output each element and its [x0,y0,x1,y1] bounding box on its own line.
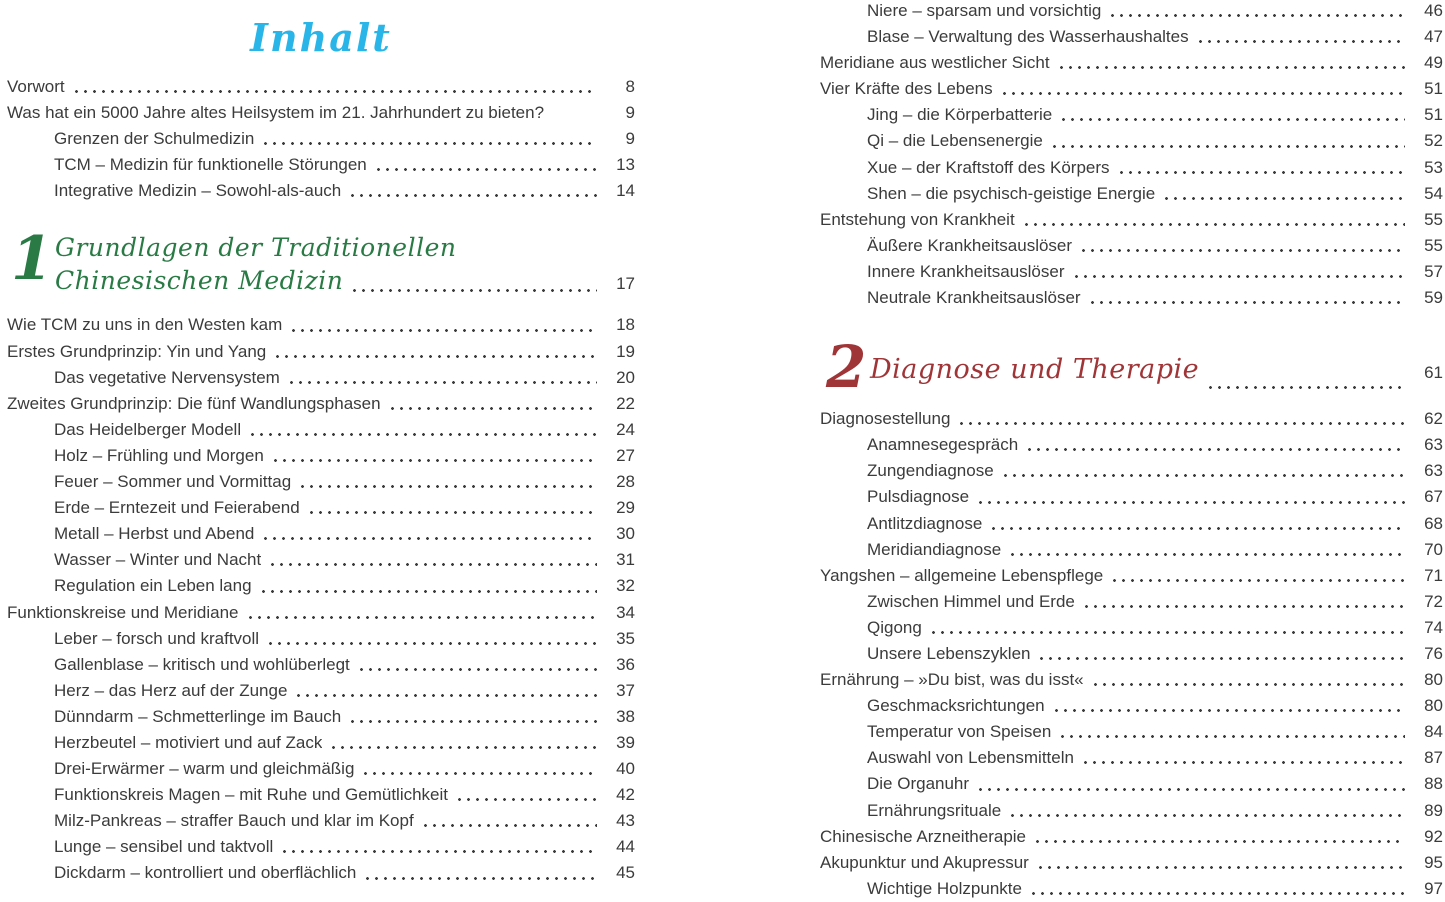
entry-page-number: 14 [616,181,635,201]
entry-label: Entstehung von Krankheit [820,209,1015,229]
entry-label: Was hat ein 5000 Jahre altes Heilsystem im 21. Jahrhundert zu bieten? [7,103,545,123]
toc-entry [820,181,1443,207]
toc-entry [820,128,1443,154]
toc-entry [820,693,1443,719]
entry-page-number: 47 [1424,27,1443,47]
entry-page-number: 9 [625,129,635,149]
dot-leader [1053,145,1405,149]
toc-entry [820,285,1443,311]
entry-label: Milz-Pankreas – straffer Bauch und klar im Kopf [54,811,414,831]
entry-page-number: 76 [1424,643,1443,663]
dot-leader [458,798,597,802]
dot-leader [377,168,597,172]
entry-label: Ernährung – »Du bist, was du isst« [820,670,1084,690]
entry-page-number: 9 [625,103,635,123]
entry-label: Herzbeutel – motiviert und auf Zack [54,732,323,752]
dot-leader [960,422,1405,426]
toc-entry [820,0,1443,24]
toc-entry [7,178,635,204]
entry-label: Zungendiagnose [867,461,994,481]
chapter-1-title-line2: Chinesischen Medizin [55,266,344,296]
entry-label: Lunge – sensibel und taktvoll [54,837,274,857]
dot-leader [301,485,597,489]
dot-leader [75,90,597,94]
toc-entry [7,126,635,152]
entry-page-number: 18 [616,315,635,335]
chapter-1-heading [7,224,635,300]
dot-leader [1060,66,1405,70]
dot-leader [1036,840,1405,844]
dot-leader [332,746,597,750]
entry-page-number: 31 [616,550,635,570]
entry-label: Funktionskreis Magen – mit Ruhe und Gemütlichkeit [54,785,449,805]
entry-page-number: 55 [1424,209,1443,229]
chapter-2-page-number: 61 [1424,363,1443,383]
toc-entry [820,615,1443,641]
entry-page-number: 39 [616,732,635,752]
dot-leader [1084,761,1405,765]
dot-leader [353,289,597,293]
toc-entry [820,50,1443,76]
dot-leader [932,631,1405,635]
entry-page-number: 95 [1424,852,1443,872]
dot-leader [1075,275,1405,279]
entry-page-number: 80 [1424,696,1443,716]
entry-label: Anamnesegespräch [867,435,1019,455]
entry-label: Diagnosestellung [820,409,951,429]
dot-leader [292,329,597,333]
toc-entry [7,547,635,573]
chapter-1-number: 1 [11,224,53,295]
entry-page-number: 13 [616,155,635,175]
entry-label: Geschmacksrichtungen [867,696,1045,716]
dot-leader [297,694,597,698]
toc-entry [7,782,635,808]
entry-label: Unsere Lebenszyklen [867,643,1031,663]
dot-leader [1004,474,1405,478]
dot-leader [1032,892,1405,896]
dot-leader [276,355,597,359]
dot-leader [1055,709,1405,713]
toc-entry [7,521,635,547]
entry-page-number: 59 [1424,288,1443,308]
entry-page-number: 8 [625,77,635,96]
dot-leader [1028,448,1405,452]
entry-label: Innere Krankheitsauslöser [867,261,1065,281]
entry-label: Qi – die Lebensenergie [867,131,1043,151]
dot-leader [1061,735,1405,739]
entry-label: Vier Kräfte des Lebens [820,79,993,99]
dot-leader [1120,171,1405,175]
dot-leader [283,850,597,854]
entry-page-number: 51 [1424,79,1443,99]
dot-leader [249,616,597,620]
dot-leader [424,824,597,828]
entry-page-number: 34 [616,602,635,622]
entry-page-number: 74 [1424,617,1443,637]
entry-label: TCM – Medizin für funktionelle Störungen [54,155,367,175]
entry-page-number: 20 [616,367,635,387]
entry-label: Das Heidelberger Modell [54,419,242,439]
dot-leader [269,642,597,646]
toc-entry [7,417,635,443]
left-column [7,0,635,887]
entry-page-number: 57 [1424,261,1443,281]
entry-label: Blase – Verwaltung des Wasserhaushaltes [867,27,1189,47]
chapter-2-heading [820,333,1443,402]
dot-leader [1025,223,1405,227]
entry-label: Feuer – Sommer und Vormittag [54,472,292,492]
entry-page-number: 40 [616,759,635,779]
chapter-2-number: 2 [826,333,867,402]
dot-leader [262,590,597,594]
toc-entry [7,704,635,730]
right-column [820,0,1443,902]
dot-leader [1039,866,1405,870]
dot-leader [1011,553,1405,557]
toc-entry [7,626,635,652]
entry-label: Jing – die Körperbatterie [867,105,1053,125]
dot-leader [1040,657,1405,661]
entry-label: Pulsdiagnose [867,487,970,507]
toc-entry [7,391,635,417]
dot-leader [554,116,597,120]
toc-entry [820,432,1443,458]
entry-label: Grenzen der Schulmedizin [54,129,255,149]
dot-leader [271,563,597,567]
chapter-1-title-line1: Grundlagen der Traditionellen [55,233,457,263]
toc-entry [7,74,635,100]
toc-entry [7,860,635,886]
entry-page-number: 71 [1424,565,1443,585]
toc-entry [7,834,635,860]
dot-leader [351,194,597,198]
entry-page-number: 87 [1424,748,1443,768]
dot-leader [1091,301,1405,305]
entry-label: Die Organuhr [867,774,970,794]
entry-page-number: 84 [1424,722,1443,742]
toc-entry [7,100,635,126]
toc-entry [820,719,1443,745]
entry-page-number: 24 [616,419,635,439]
entry-page-number: 46 [1424,1,1443,20]
entry-label: Integrative Medizin – Sowohl-als-auch [54,181,342,201]
entry-page-number: 42 [616,785,635,805]
toc-entry [820,259,1443,285]
entry-label: Vorwort [7,77,65,96]
entry-page-number: 63 [1424,435,1443,455]
entry-label: Shen – die psychisch-geistige Energie [867,183,1156,203]
toc-entry [7,469,635,495]
entry-page-number: 62 [1424,409,1443,429]
entry-label: Qigong [867,617,922,637]
toc-entry [820,233,1443,259]
entry-page-number: 49 [1424,53,1443,73]
entry-label: Dickdarm – kontrolliert und oberflächlich [54,863,357,883]
toc-entry [820,563,1443,589]
dot-leader [979,501,1405,505]
chapter-1-page-number: 17 [616,274,635,294]
dot-leader [992,527,1405,531]
entry-label: Erstes Grundprinzip: Yin und Yang [7,341,267,361]
dot-leader [251,433,597,437]
entry-page-number: 51 [1424,105,1443,125]
entry-page-number: 67 [1424,487,1443,507]
entry-page-number: 32 [616,576,635,596]
entry-page-number: 88 [1424,774,1443,794]
entry-page-number: 29 [616,498,635,518]
entry-page-number: 89 [1424,800,1443,820]
toc-entry [7,495,635,521]
dot-leader [364,772,597,776]
dot-leader [264,537,597,541]
toc-entry [7,152,635,178]
toc-entry [7,678,635,704]
toc-entry [820,458,1443,484]
entry-page-number: 54 [1424,183,1443,203]
toc-entry [7,365,635,391]
entry-label: Auswahl von Lebensmitteln [867,748,1074,768]
entry-label: Meridiane aus westlicher Sicht [820,53,1050,73]
entry-label: Das vegetative Nervensystem [54,367,280,387]
entry-label: Zwischen Himmel und Erde [867,591,1075,611]
dot-leader [1209,386,1405,390]
toc-entry [820,589,1443,615]
entry-page-number: 37 [616,680,635,700]
toc-entry [820,798,1443,824]
entry-label: Metall – Herbst und Abend [54,524,255,544]
entry-label: Chinesische Arzneitherapie [820,826,1027,846]
entry-page-number: 72 [1424,591,1443,611]
dot-leader [1094,683,1405,687]
toc-entry [820,876,1443,902]
dot-leader [1003,92,1405,96]
entry-label: Herz – das Herz auf der Zunge [54,680,288,700]
entry-label: Akupunktur und Akupressur [820,852,1029,872]
entry-page-number: 38 [616,706,635,726]
toc-entry [820,484,1443,510]
dot-leader [1165,197,1405,201]
entry-label: Niere – sparsam und vorsichtig [867,1,1102,20]
entry-page-number: 22 [616,393,635,413]
entry-label: Regulation ein Leben lang [54,576,252,596]
toc-entry [820,850,1443,876]
entry-label: Drei-Erwärmer – warm und gleichmäßig [54,759,355,779]
entry-label: Xue – der Kraftstoff des Körpers [867,157,1110,177]
toc-entry [7,339,635,365]
toc-entry [820,745,1443,771]
dot-leader [1062,118,1405,122]
dot-leader [1111,14,1405,18]
chapter-1-entries [7,312,635,886]
toc-entry [820,76,1443,102]
dot-leader [1085,605,1405,609]
dot-leader [290,381,597,385]
entry-page-number: 63 [1424,461,1443,481]
entry-page-number: 92 [1424,826,1443,846]
entry-label: Äußere Krankheitsauslöser [867,235,1073,255]
toc-entry [7,730,635,756]
toc-entry [820,667,1443,693]
dot-leader [264,142,597,146]
toc-entry [820,824,1443,850]
toc-entry [7,652,635,678]
entry-label: Zweites Grundprinzip: Die fünf Wandlungsphasen [7,393,381,413]
dot-leader [310,511,597,515]
toc-entry [820,511,1443,537]
toc-entry [820,537,1443,563]
chapter-1-entries-continued [820,0,1443,311]
entry-label: Erde – Erntezeit und Feierabend [54,498,300,518]
page-title: Inhalt [250,15,392,60]
toc-entry [820,641,1443,667]
dot-leader [351,720,597,724]
entry-label: Dünndarm – Schmetterlinge im Bauch [54,706,342,726]
entry-label: Temperatur von Speisen [867,722,1052,742]
dot-leader [1011,814,1405,818]
entry-page-number: 44 [616,837,635,857]
toc-entry [7,443,635,469]
dot-leader [360,668,597,672]
entry-page-number: 70 [1424,539,1443,559]
toc-entry [7,808,635,834]
entry-label: Neutrale Krankheitsauslöser [867,288,1081,308]
front-matter-entries [7,74,635,204]
entry-page-number: 28 [616,472,635,492]
toc-entry [820,207,1443,233]
toc-entry [820,771,1443,797]
entry-label: Funktionskreise und Meridiane [7,602,239,622]
entry-label: Wie TCM zu uns in den Westen kam [7,315,283,335]
entry-label: Antlitzdiagnose [867,513,983,533]
dot-leader [1199,40,1405,44]
entry-page-number: 52 [1424,131,1443,151]
entry-page-number: 35 [616,628,635,648]
entry-page-number: 53 [1424,157,1443,177]
entry-label: Wasser – Winter und Nacht [54,550,262,570]
toc-entry [820,102,1443,128]
entry-page-number: 43 [616,811,635,831]
entry-label: Wichtige Holzpunkte [867,878,1022,898]
toc-entry [7,312,635,338]
entry-page-number: 30 [616,524,635,544]
entry-page-number: 97 [1424,878,1443,898]
entry-page-number: 68 [1424,513,1443,533]
toc-entry [820,155,1443,181]
entry-page-number: 55 [1424,235,1443,255]
dot-leader [1113,579,1405,583]
dot-leader [366,877,597,881]
entry-label: Holz – Frühling und Morgen [54,445,264,465]
entry-label: Ernährungsrituale [867,800,1002,820]
entry-label: Leber – forsch und kraftvoll [54,628,260,648]
chapter-2-title: Diagnose und Therapie [870,354,1200,386]
dot-leader [391,407,597,411]
toc-entry [7,756,635,782]
entry-label: Yangshen – allgemeine Lebenspflege [820,565,1104,585]
chapter-2-entries [820,406,1443,902]
entry-page-number: 36 [616,654,635,674]
entry-page-number: 19 [616,341,635,361]
toc-entry [820,406,1443,432]
toc-entry [820,24,1443,50]
toc-entry [7,600,635,626]
dot-leader [274,459,597,463]
dot-leader [979,788,1405,792]
toc-entry [7,573,635,599]
dot-leader [1082,249,1405,253]
entry-page-number: 27 [616,445,635,465]
entry-label: Meridiandiagnose [867,539,1002,559]
entry-label: Gallenblase – kritisch und wohlüberlegt [54,654,350,674]
entry-page-number: 80 [1424,670,1443,690]
entry-page-number: 45 [616,863,635,883]
